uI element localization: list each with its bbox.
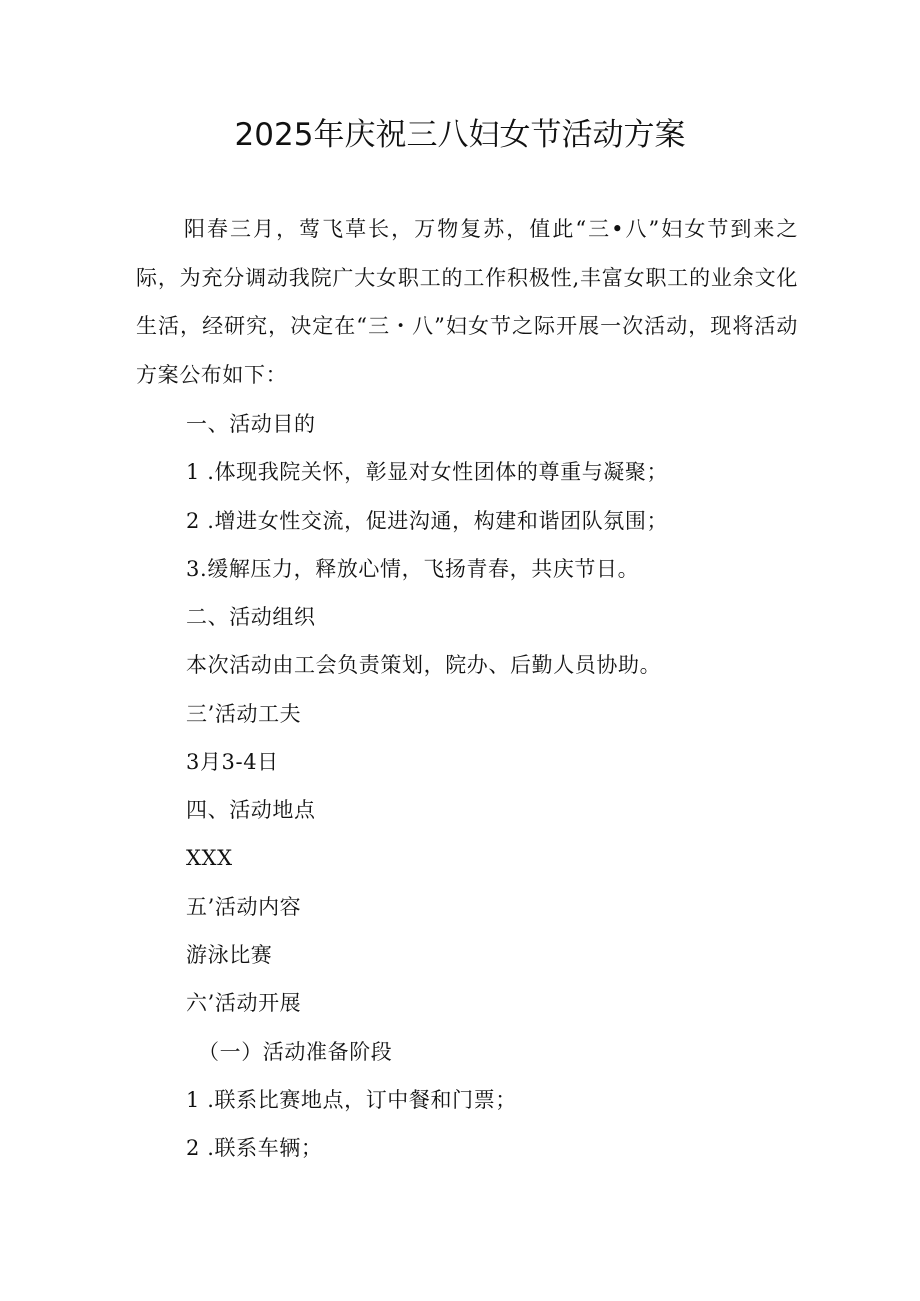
section-heading-purpose: 一、活动目的 — [186, 412, 316, 436]
purpose-item-1: 1 .体现我院关怀，彰显对女性团体的尊重与凝聚； — [186, 460, 669, 484]
purpose-item-2: 2 .增进女性交流，促进沟通，构建和谐团队氛围； — [186, 509, 669, 533]
location-text: XXX — [186, 846, 233, 870]
section-heading-execution: 六’活动开展 — [186, 991, 302, 1015]
purpose-item-3: 3.缓解压力，释放心情，飞扬青春，共庆节日。 — [186, 557, 640, 581]
section-heading-organization: 二、活动组织 — [186, 605, 316, 629]
document-title: 2025年庆祝三八妇女节活动方案 — [234, 117, 686, 153]
organization-text: 本次活动由工会负责策划，院办、后勤人员协助。 — [186, 653, 662, 677]
section-heading-content: 五’活动内容 — [186, 895, 302, 919]
time-text: 3月3-4日 — [186, 750, 279, 774]
subsection-heading-preparation: （一）活动准备阶段 — [198, 1040, 393, 1064]
intro-paragraph: 阳春三月，莺飞草长，万物复苏，值此“三•八”妇女节到来之际，为充分调动我院广大女职工的工作积极性,丰富女职工的业余文化生活，经研究，决定在“三・八”妇女节之际开展一次活动，现将活动方案公布如下： — [136, 217, 798, 387]
content-text: 游泳比赛 — [186, 943, 273, 967]
section-heading-location: 四、活动地点 — [186, 798, 316, 822]
section-heading-time: 三’活动工夫 — [186, 702, 302, 726]
preparation-item-1: 1 .联系比赛地点，订中餐和门票； — [186, 1088, 517, 1112]
preparation-item-2: 2 .联系车辆； — [186, 1136, 323, 1160]
